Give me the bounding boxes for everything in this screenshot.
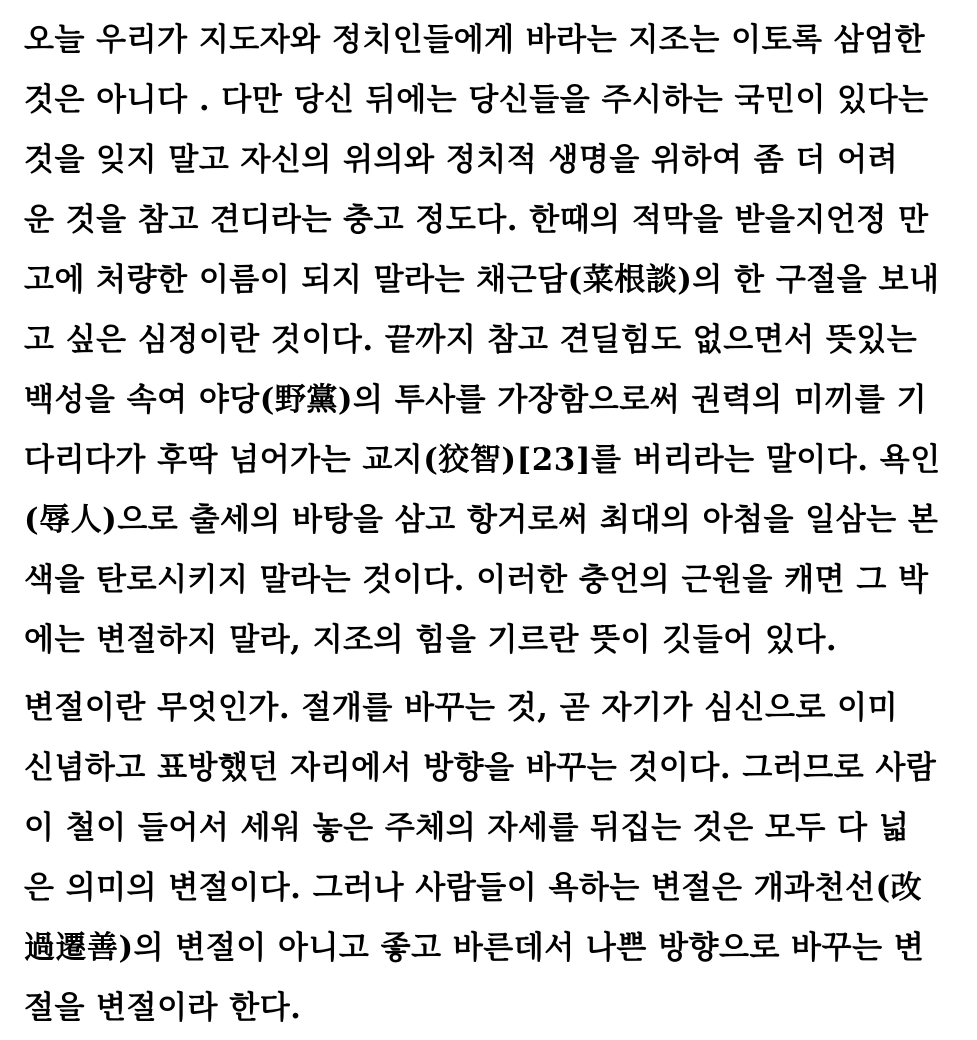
text-line: 색을 탄로시키지 말라는 것이다. 이러한 충언의 근원을 캐면 그 박 <box>24 562 929 598</box>
text-line: 것은 아니다 . 다만 당신 뒤에는 당신들을 주시하는 국민이 있다는 <box>24 82 929 118</box>
paragraph-1 <box>24 10 949 670</box>
text-line: 은 의미의 변절이다. 그러나 사람들이 욕하는 변절은 개과천선(改 <box>24 870 923 906</box>
text-line: 다리다가 후딱 넘어가는 교지(狡智)[23]를 버리라는 말이다. 욕인 <box>24 442 941 478</box>
paragraph-2 <box>24 678 949 1038</box>
text-line: 고 싶은 심정이란 것이다. 끝까지 참고 견딜힘도 없으면서 뜻있는 <box>24 322 918 358</box>
text-line: 백성을 속여 야당(野黨)의 투사를 가장함으로써 권력의 미끼를 기 <box>24 382 928 418</box>
text-line: 신념하고 표방했던 자리에서 방향을 바꾸는 것이다. 그러므로 사람 <box>24 750 937 786</box>
text-line: 운 것을 참고 견디라는 충고 정도다. 한때의 적막을 받을지언정 만 <box>24 202 929 238</box>
text-line: 것을 잊지 말고 자신의 위의와 정치적 생명을 위하여 좀 더 어려 <box>24 142 899 178</box>
text-line: (辱人)으로 출세의 바탕을 삼고 항거로써 최대의 아첨을 일삼는 본 <box>24 502 939 538</box>
text-line: 오늘 우리가 지도자와 정치인들에게 바라는 지조는 이토록 삼엄한 <box>24 22 926 58</box>
text-line: 過遷善)의 변절이 아니고 좋고 바른데서 나쁜 방향으로 바꾸는 변 <box>24 930 925 966</box>
text-line: 고에 처량한 이름이 되지 말라는 채근담(菜根談)의 한 구절을 보내 <box>24 262 940 298</box>
text-line: 절을 변절이라 한다. <box>24 990 302 1026</box>
document-page <box>24 10 949 1038</box>
text-line: 이 철이 들어서 세워 놓은 주체의 자세를 뒤집는 것은 모두 다 넓 <box>24 810 910 846</box>
text-line: 변절이란 무엇인가. 절개를 바꾸는 것, 곧 자기가 심신으로 이미 <box>24 690 899 726</box>
text-line: 에는 변절하지 말라, 지조의 힘을 기르란 뜻이 깃들어 있다. <box>24 622 838 658</box>
